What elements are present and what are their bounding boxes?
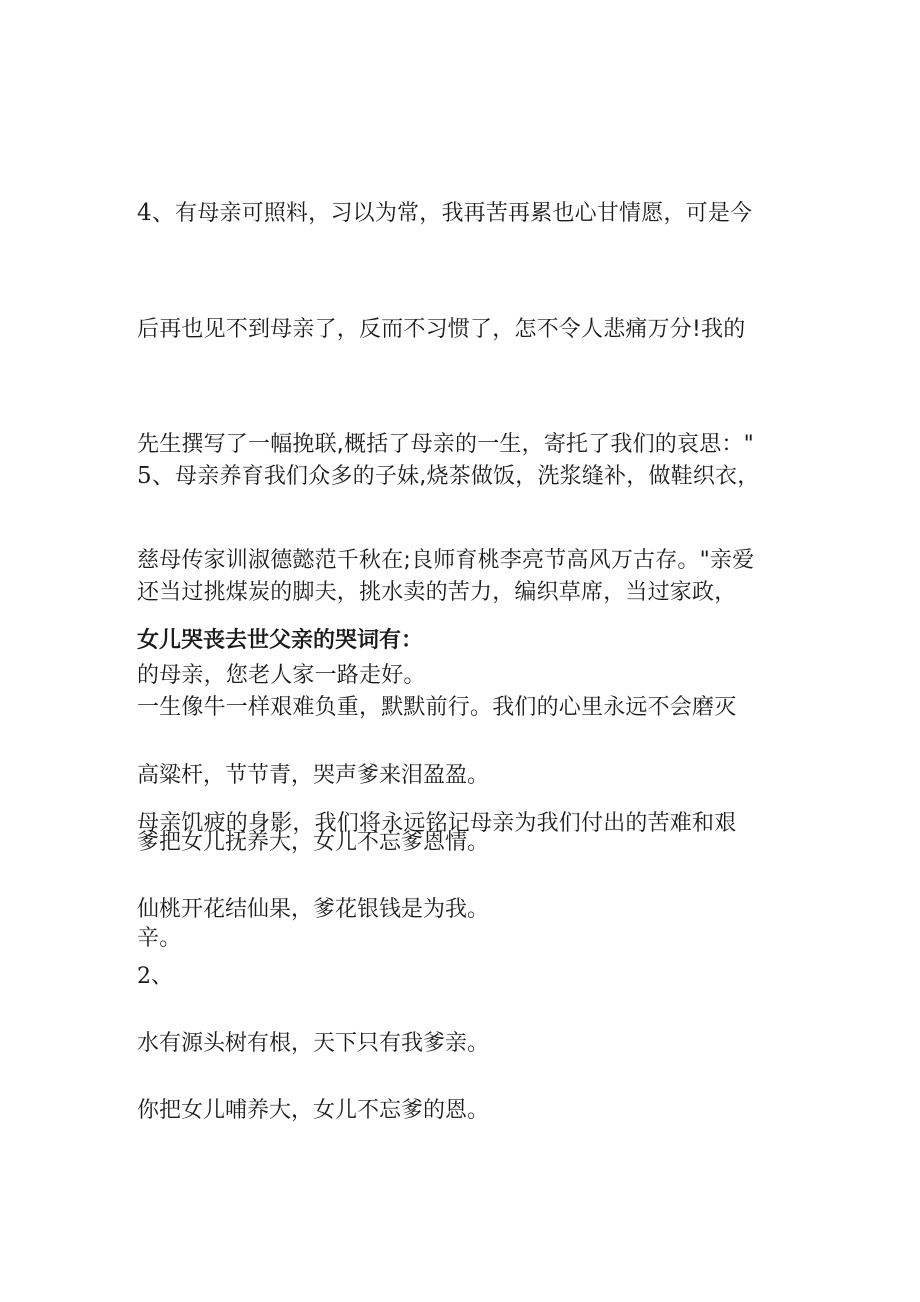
paragraph-4-line-1: 4、有母亲可照料，习以为常，我再苦再累也心甘情愿，可是今: [137, 200, 753, 226]
verse-line-3: 仙桃开花结仙果，爹花银钱是为我。: [137, 897, 490, 922]
verse-line-2: 爹把女儿抚养大，女儿不忘爹恩情。: [137, 830, 490, 855]
verse-line-1: 高粱杆，节节青，哭声爹来泪盈盈。: [137, 763, 490, 788]
paragraph-4-line-2: 后再也见不到母亲了，反而不习惯了，怎不令人悲痛万分!我的: [137, 316, 746, 342]
paragraph-5: [137, 380, 787, 1036]
paragraph-5-line-4: 母亲饥疲的身影，我们将永远铭记母亲为我们付出的苦难和艰: [137, 810, 737, 836]
paragraph-4-number: 4、: [137, 200, 176, 226]
paragraph-4-line-5: 的母亲，您老人家一路走好。: [137, 663, 426, 688]
verse-number-2: 2、: [137, 964, 173, 989]
verse-line-4: 水有源头树有根，天下只有我爹亲。: [137, 1031, 490, 1056]
paragraph-5-line-1: 5、母亲养育我们众多的子妹,烧茶做饭，洗浆缝补，做鞋织衣，: [137, 463, 760, 489]
paragraph-5-line-5: 辛。: [137, 926, 182, 951]
paragraph-5-number: 5、: [137, 463, 176, 489]
verse-line-5: 你把女儿哺养大，女儿不忘爹的恩。: [137, 1098, 490, 1123]
paragraph-5-line-2: 还当过挑煤炭的脚夫，挑水卖的苦力，编织草席，当过家政，: [137, 579, 737, 605]
paragraph-4-line-3: 先生撰写了一幅挽联,概括了母亲的一生，寄托了我们的哀思：": [137, 432, 754, 457]
paragraph-4-line-4: 慈母传家训淑德懿范千秋在;良师育桃李亮节高风万古存。"亲爱: [137, 547, 755, 573]
section-heading: 女儿哭丧去世父亲的哭词有：: [137, 628, 424, 653]
paragraph-5-line-3: 一生像牛一样艰难负重，默默前行。我们的心里永远不会磨灭: [137, 695, 737, 720]
